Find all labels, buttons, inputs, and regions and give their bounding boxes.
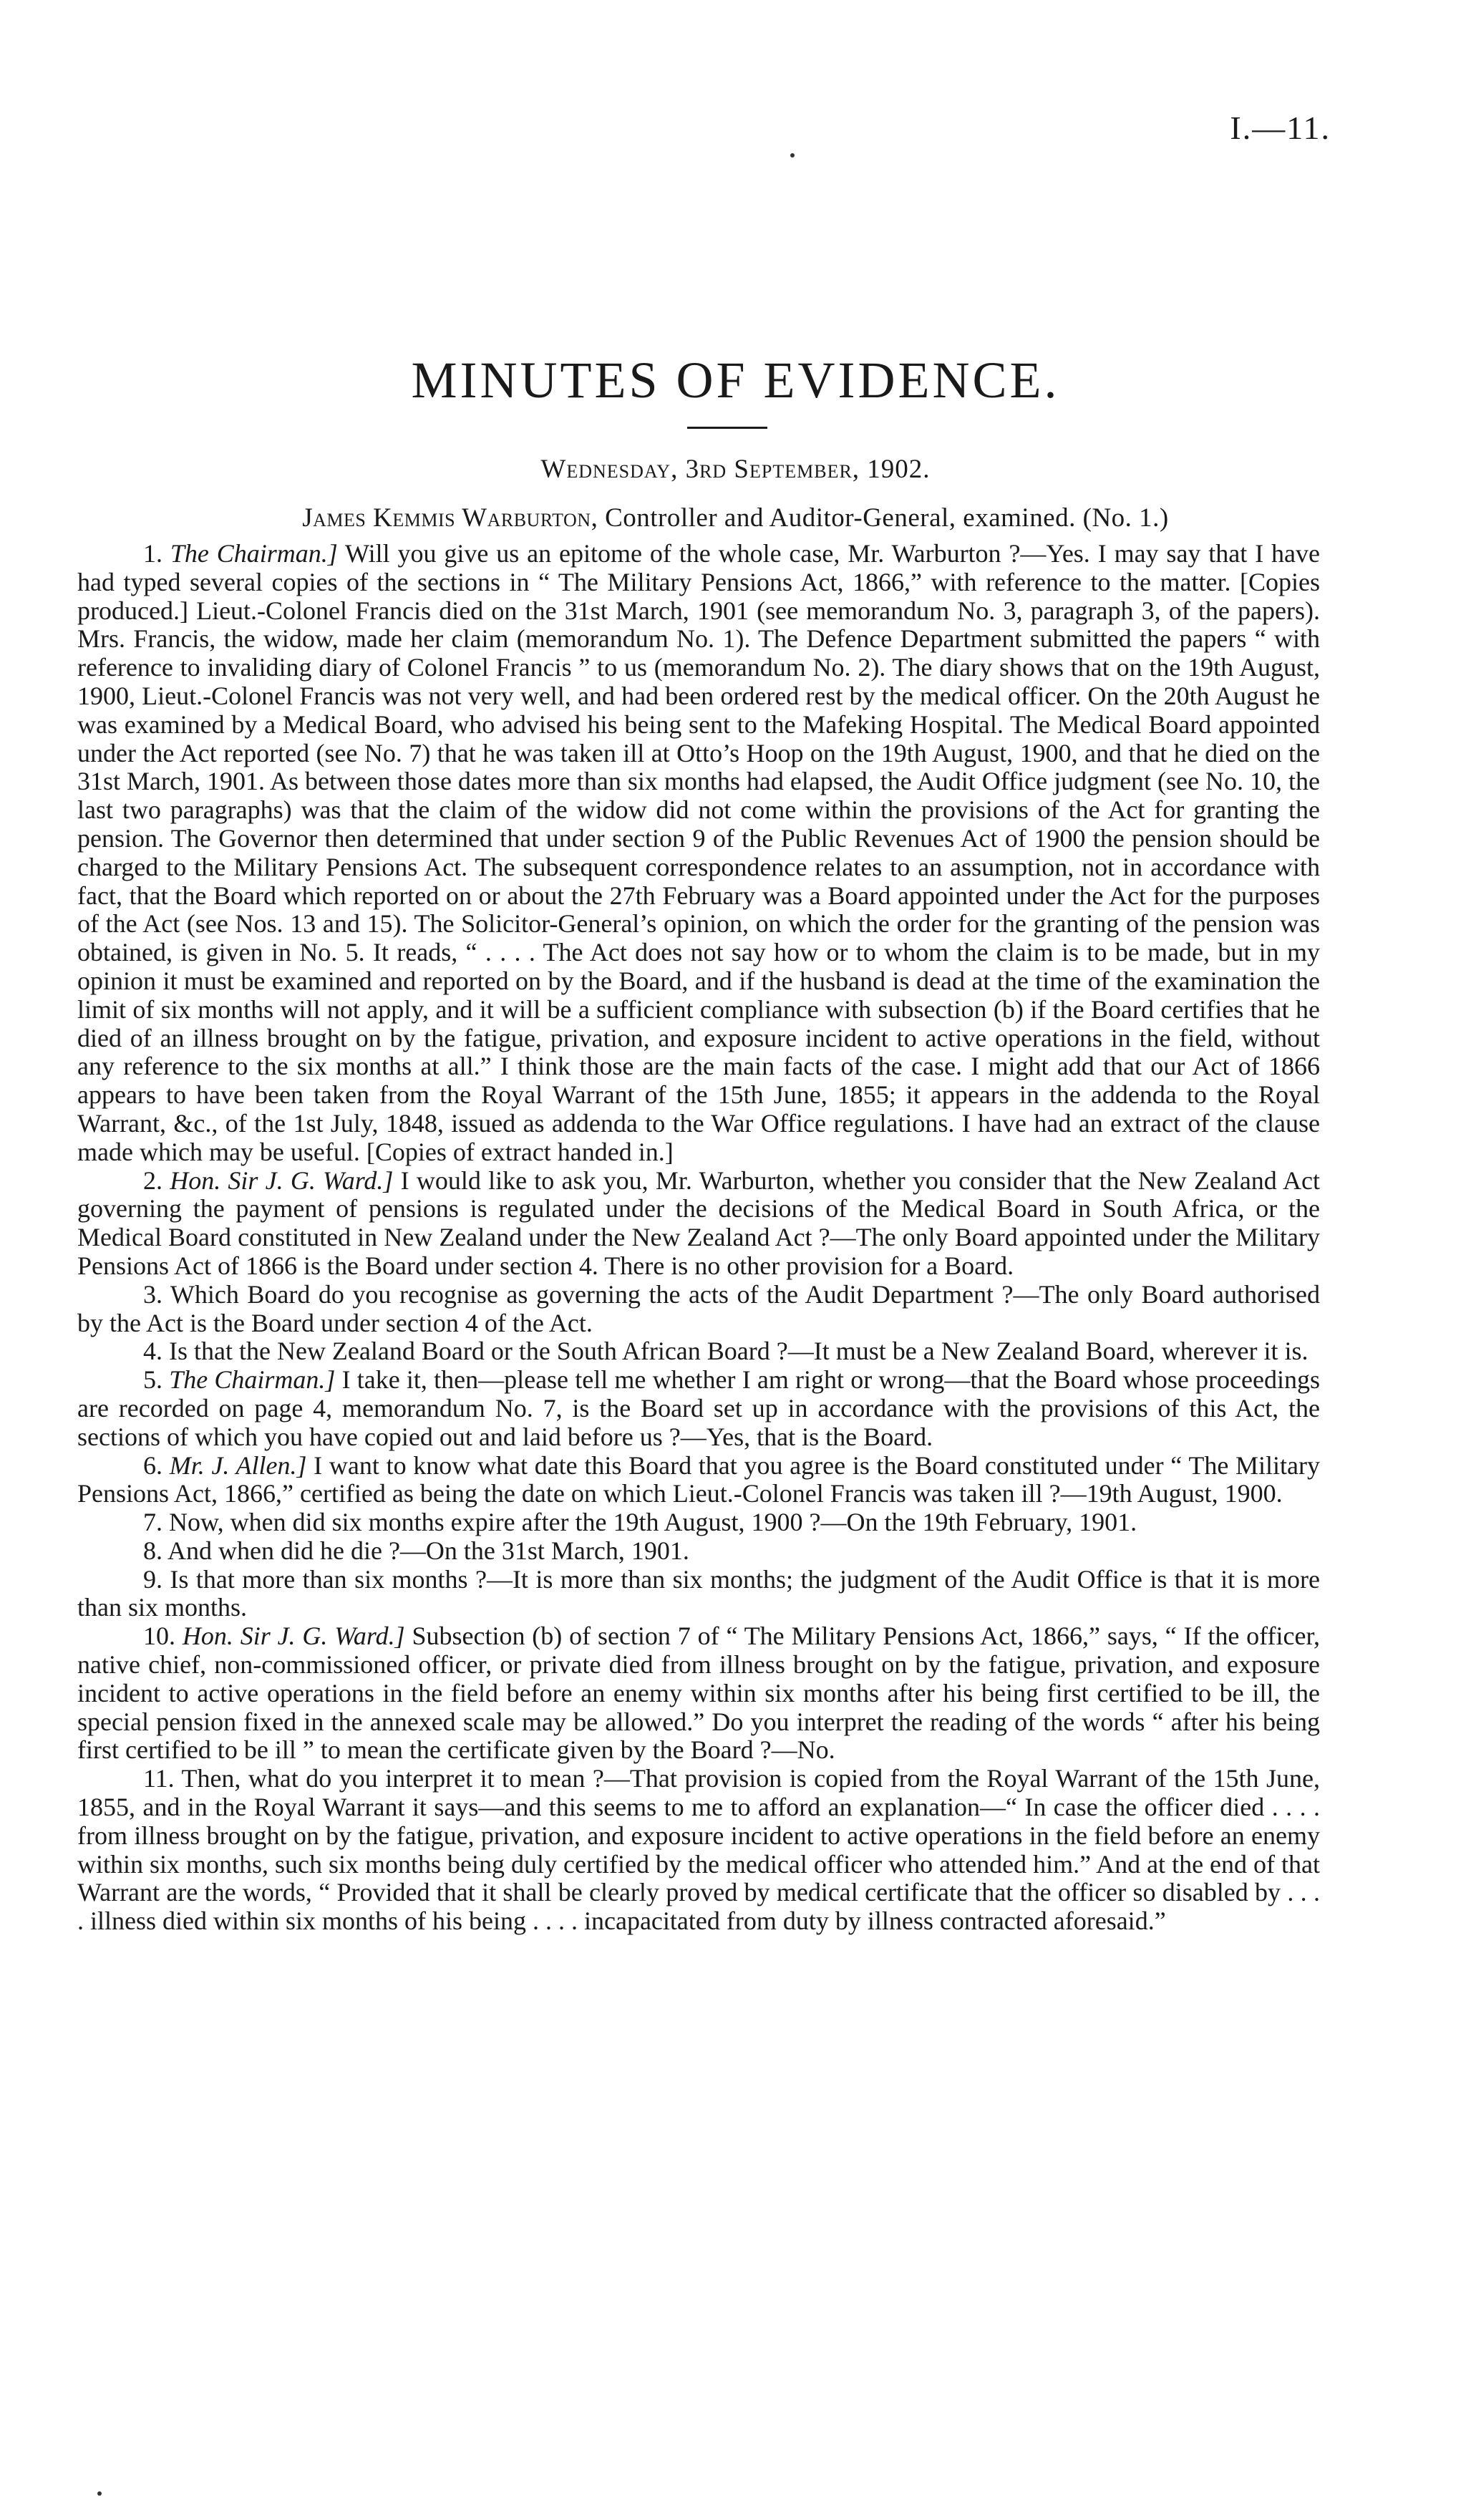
- paragraph-text: Is that more than six months ?—It is more than six months; the judgment of the Audit Office is that it is more than six months.: [77, 1564, 1320, 1622]
- witness-name: James Kemmis Warburton: [302, 503, 591, 533]
- speaker: Mr. J. Allen.]: [169, 1450, 307, 1480]
- paragraph-text: And when did he die ?—On the 31st March, 1901.: [162, 1536, 689, 1565]
- question-number: 11.: [143, 1764, 175, 1793]
- evidence-paragraph: [77, 1281, 1320, 1338]
- evidence-paragraph: [77, 1508, 1320, 1537]
- evidence-body: [77, 540, 1320, 1936]
- title-rule: [687, 427, 767, 429]
- question-number: 7.: [143, 1508, 162, 1537]
- evidence-paragraph: [77, 1622, 1320, 1765]
- speaker: The Chairman.]: [169, 1365, 336, 1395]
- evidence-paragraph: [77, 1566, 1320, 1623]
- question-number: 10.: [143, 1622, 175, 1651]
- paragraph-text: Then, what do you interpret it to mean ?—That provision is copied from the Royal Warrant of the 15th June, 1855, and in the Royal Warrant it says—and this seems to me to afford an explanation—“ In case the officer died . . . . from illness brought on by the fatigue, privation, and exposure incident to active operations in the field before an enemy within six months, such six months being duly certified by the medical officer who attended him.” And at the end of that Warrant are the words, “ Provided that it shall be clearly proved by medical certificate that the officer so disabled by . . . . illness died within six months of his being . . . . incapacitated from duty by illness contracted aforesaid.”: [77, 1764, 1320, 1936]
- evidence-paragraph: [77, 1452, 1320, 1509]
- paragraph-text: I would like to ask you, Mr. Warburton, whether you consider that the New Zealand Act governing the payment of pensions is regulated under the decisions of the Medical Board in South Africa, or the Medical Board constituted in New Zealand under the New Zealand Act ?—The only Board appointed under the Military Pensions Act of 1866 is the Board under section 4. There is no other provision for a Board.: [77, 1166, 1321, 1280]
- stray-mark-top: [790, 153, 795, 158]
- question-number: 3.: [143, 1279, 162, 1309]
- paragraph-text: Subsection (b) of section 7 of “ The Military Pensions Act, 1866,” says, “ If the officer, native chief, non-commissioned officer, or private died from illness brought on by the fatigue, privation, and exposure incident to active operations in the field before an enemy within six months after his being first certified to be ill, the special pension fixed in the annexed scale may be allowed.” Do you interpret the reading of the words “ after his being first certified to be ill ” to mean the certificate given by the Board ?—No.: [77, 1622, 1320, 1765]
- paragraph-text: Now, when did six months expire after the 19th August, 1900 ?—On the 19th February, 1901.: [162, 1508, 1137, 1537]
- page-number: I.—11.: [1230, 110, 1331, 146]
- evidence-paragraph: [77, 1366, 1320, 1451]
- stray-mark-bottom: [97, 2491, 102, 2496]
- paragraph-text: Is that the New Zealand Board or the South African Board ?—It must be a New Zealand Board, wherever it is.: [162, 1337, 1309, 1366]
- paragraph-text: Will you give us an epitome of the whole case, Mr. Warburton ?—Yes. I may say that I have had typed several copies of the sections in “ The Military Pensions Act, 1866,” with reference to the matter. [Copies produced.] Lieut.-Colonel Francis died on the 31st March, 1901 (see memorandum No. 3, paragraph 3, of the papers). Mrs. Francis, the widow, made her claim (memorandum No. 1). The Defence Department submitted the papers “ with reference to invaliding diary of Colonel Francis ” to us (memorandum No. 2). The diary shows that on the 19th August, 1900, Lieut.-Colonel Francis was not very well, and had been ordered rest by the medical officer. On the 20th August he was examined by a Medical Board, who advised his being sent to the Mafeking Hospital. The Medical Board appointed under the Act reported (see No. 7) that he was taken ill at Otto’s Hoop on the 19th August, 1900, and that he died on the 31st March, 1901. As between those dates more than six months had elapsed, the Audit Office judgment (see No. 10, the last two paragraphs) was that the claim of the widow did not come within the provisions of the Act for granting the pension. The Governor then determined that under section 9 of the Public Revenues Act of 1900 the pension should be charged to the Military Pensions Act. The subsequent correspondence relates to an assumption, not in accordance with fact, that the Board which reported on or about the 27th February was a Board appointed under the Act for the purposes of the Act (see Nos. 13 and 15). The Solicitor-General’s opinion, on which the order for the granting of the pension was obtained, is given in No. 5. It reads, “ . . . . The Act does not say how or to whom the claim is to be made, but in my opinion it must be examined and reported on by the Board, and if the husband is dead at the time of the examination the limit of six months will not apply, and it will be a sufficient compliance with subsection (b) if the Board certifies that he died of an illness brought on by the fatigue, privation, and exposure incident to active operations in the field, without any reference to the six months at all.” I think those are the main facts of the case. I might add that our Act of 1866 appears to have been taken from the Royal Warrant of the 15th June, 1855; it appears in the addenda to the Royal Warrant, &c., of the 1st July, 1848, issued as addenda to the War Office regulations. I have had an extract of the clause made which may be useful. [Copies of extract handed in.]: [77, 539, 1320, 1166]
- witness-line: [0, 503, 1471, 533]
- evidence-paragraph: [77, 1537, 1320, 1566]
- paragraph-text: Which Board do you recognise as governing the acts of the Audit Department ?—The only Board authorised by the Act is the Board under section 4 of the Act.: [77, 1279, 1320, 1337]
- page-title: MINUTES OF EVIDENCE.: [411, 352, 1060, 409]
- evidence-paragraph: [77, 1337, 1320, 1366]
- speaker: The Chairman.]: [170, 539, 338, 568]
- question-number: 4.: [143, 1337, 162, 1366]
- question-number: 5.: [143, 1365, 162, 1395]
- question-number: 1.: [143, 539, 162, 568]
- speaker: Hon. Sir J. G. Ward.]: [170, 1166, 394, 1195]
- question-number: 8.: [143, 1536, 162, 1565]
- witness-description: , Controller and Auditor-General, examined. (No. 1.): [591, 503, 1169, 533]
- question-number: 2.: [143, 1166, 162, 1195]
- paragraph-text: I want to know what date this Board that you agree is the Board constituted under “ The Military Pensions Act, 1866,” certified as being the date on which Lieut.-Colonel Francis was taken ill ?—19th August, 1900.: [77, 1450, 1320, 1508]
- evidence-paragraph: [77, 1167, 1320, 1281]
- paragraph-text: I take it, then—please tell me whether I am right or wrong—that the Board whose proceedings are recorded on page 4, memorandum No. 7, is the Board set up in accordance with the provisions of this Act, the sections of which you have copied out and laid before us ?—Yes, that is the Board.: [77, 1365, 1320, 1451]
- speaker: Hon. Sir J. G. Ward.]: [182, 1622, 405, 1651]
- evidence-paragraph: [77, 1765, 1320, 1936]
- session-date: Wednesday, 3rd September, 1902.: [540, 455, 931, 484]
- question-number: 9.: [143, 1564, 162, 1594]
- question-number: 6.: [143, 1450, 162, 1480]
- evidence-paragraph: [77, 540, 1320, 1167]
